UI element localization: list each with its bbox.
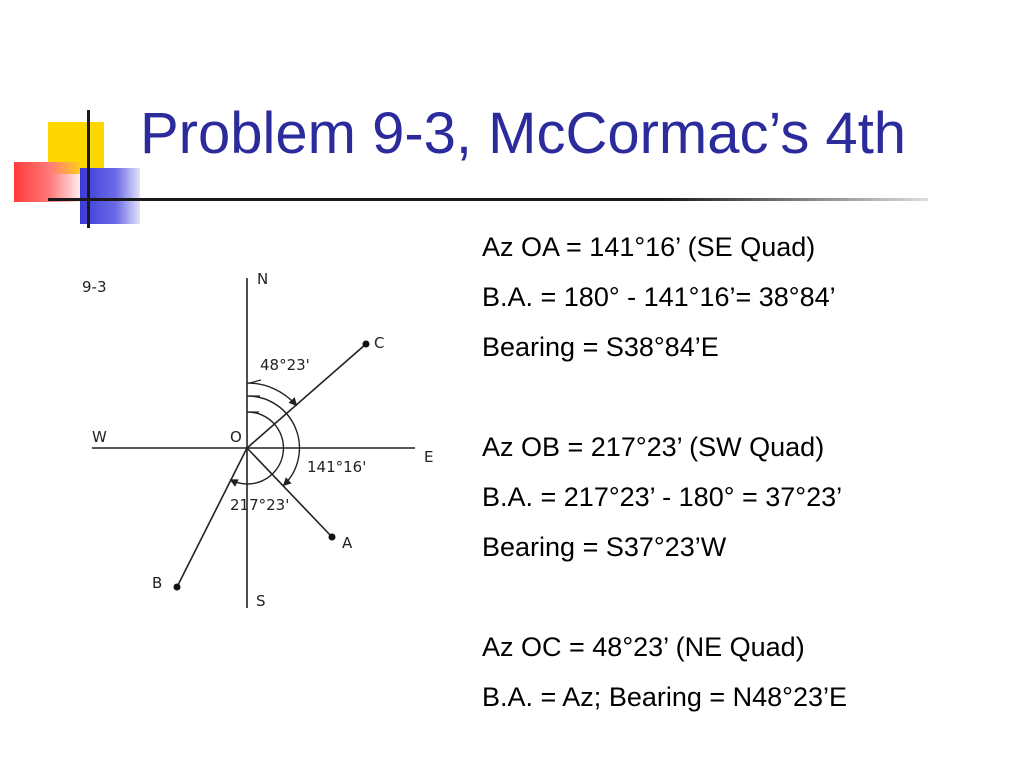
- angle-b-label: 217°23': [230, 496, 290, 514]
- text-line: Az OB = 217°23’ (SW Quad): [482, 432, 825, 462]
- line-ob: [177, 448, 247, 587]
- text-line: B.A. = Az; Bearing = N48°23’E: [482, 682, 848, 712]
- origin-label: O: [230, 428, 242, 446]
- text-line: B.A. = 180° - 141°16’= 38°84’: [482, 282, 836, 312]
- text-line: Bearing = S37°23’W: [482, 532, 727, 562]
- az-oc-group: [482, 622, 1002, 722]
- angle-a-label: 141°16': [307, 458, 367, 476]
- calculation-text: [482, 222, 1002, 722]
- west-label: W: [92, 428, 107, 446]
- point-b-label: B: [152, 574, 163, 592]
- point-c-label: C: [374, 334, 385, 352]
- title-underline-rule: [48, 198, 928, 201]
- slide-title: Problem 9-3, McCormac’s 4th: [140, 101, 907, 166]
- text-line: Bearing = S38°84’E: [482, 332, 719, 362]
- point-b-dot: [174, 584, 181, 591]
- az-oa-group: [482, 222, 1002, 372]
- south-label: S: [256, 592, 266, 610]
- text-line: Az OA = 141°16’ (SE Quad): [482, 232, 816, 262]
- north-label: N: [257, 270, 269, 288]
- title-vertical-rule: [87, 110, 90, 228]
- angle-c-label: 48°23': [260, 356, 310, 374]
- text-line: B.A. = 217°23’ - 180° = 37°23’: [482, 482, 843, 512]
- point-a-dot: [329, 534, 336, 541]
- point-a-label: A: [342, 534, 353, 552]
- text-line: Az OC = 48°23’ (NE Quad): [482, 632, 805, 662]
- logo-red-square: [14, 162, 80, 202]
- azimuth-sketch: [70, 250, 460, 620]
- problem-label: 9-3: [82, 278, 107, 296]
- az-ob-group: [482, 422, 1002, 572]
- point-c-dot: [363, 341, 370, 348]
- east-label: E: [424, 448, 434, 466]
